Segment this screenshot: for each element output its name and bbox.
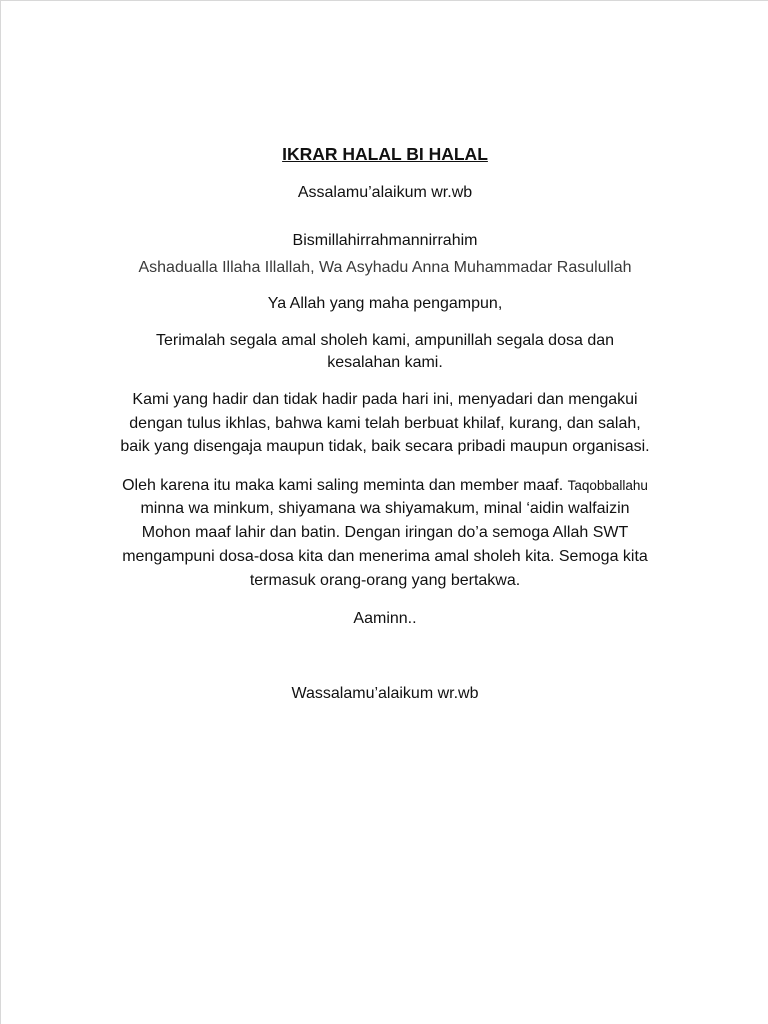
shahada-text: Ashadualla Illaha Illallah, Wa Asyhadu Anna Muhammadar Rasulullah [138, 259, 632, 276]
paragraph3-line1-tail: Taqobballahu [567, 478, 648, 493]
paragraph2-line1: Kami yang hadir dan tidak hadir pada hari ini, menyadari dan mengakui [132, 391, 638, 408]
invocation-text: Ya Allah yang maha pengampun, [267, 295, 503, 312]
paragraph1-line2: kesalahan kami. [327, 354, 443, 371]
greeting-text: Assalamu’alaikum wr.wb [297, 184, 473, 201]
paragraph3-line3: Mohon maaf lahir dan batin. Dengan iringan do’a semoga Allah SWT [141, 524, 629, 541]
paragraph2-line3: baik yang disengaja maupun tidak, baik secara pribadi maupun organisasi. [120, 438, 650, 455]
paragraph3-line2: minna wa minkum, shiyamana wa shiyamakum, minal ‘aidin walfaizin [140, 500, 630, 517]
bismillah-text: Bismillahirrahmannirrahim [292, 232, 478, 249]
paragraph3-line4: mengampuni dosa-dosa kita dan menerima amal sholeh kita. Semoga kita [122, 548, 648, 565]
paragraph1-line1: Terimalah segala amal sholeh kami, ampunillah segala dosa dan [155, 332, 615, 349]
closing-text: Wassalamu’alaikum wr.wb [291, 685, 479, 702]
paragraph3-line1 [1, 475, 768, 497]
paragraph3-line5: termasuk orang-orang yang bertakwa. [249, 572, 521, 589]
document-title: IKRAR HALAL BI HALAL [282, 144, 488, 164]
paragraph3-line1-main: Oleh karena itu maka kami saling meminta dan member maaf. [122, 477, 564, 494]
paragraph2-line2: dengan tulus ikhlas, bahwa kami telah berbuat khilaf, kurang, dan salah, [129, 415, 641, 432]
amen-text: Aaminn.. [353, 610, 417, 627]
